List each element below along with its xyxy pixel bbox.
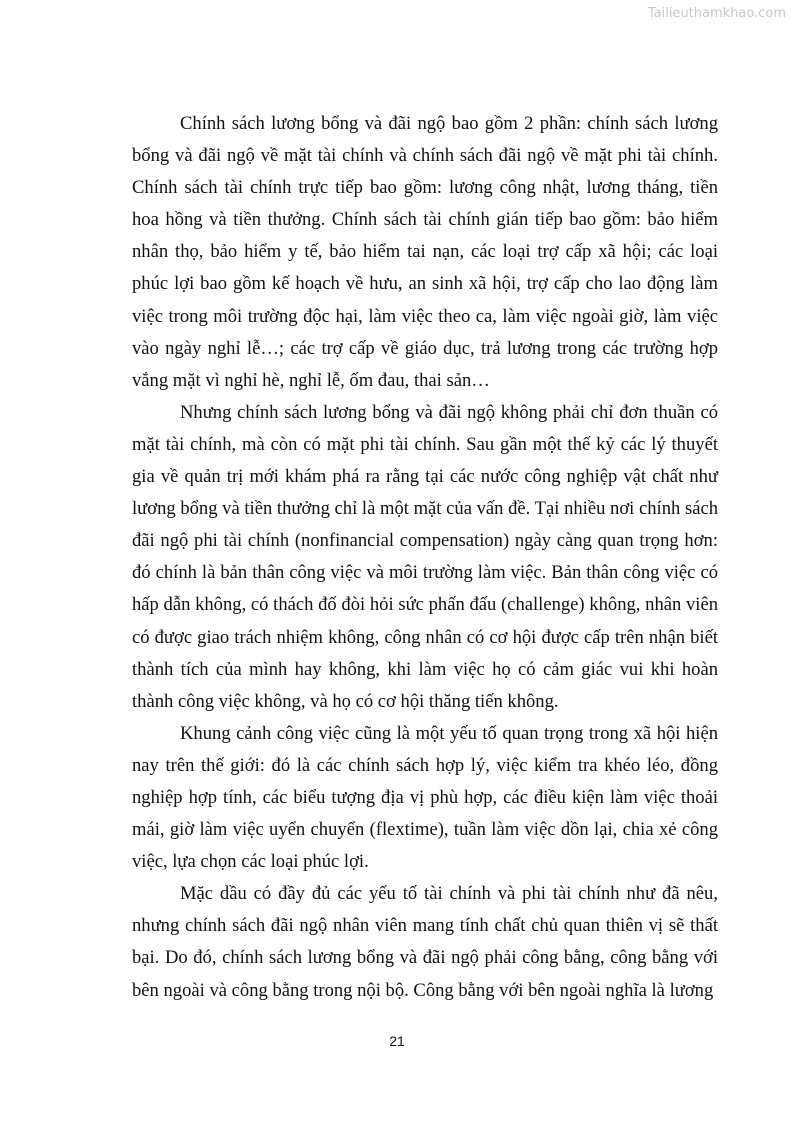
paragraph-4: Mặc dầu có đầy đủ các yếu tố tài chính và phi tài chính như đã nêu, nhưng chính sách đãi ngộ nhân viên mang tính chất chủ quan thiên vị sẽ thất bại. Do đó, chính sách lương bổng và đãi ngộ phải công bằng, công bằng với bên ngoài và công bằng trong nội bộ. Công bằng với bên ngoài nghĩa là lương [132, 883, 718, 1001]
document-body [132, 108, 718, 1007]
watermark-text: Tailieuthamkhao.com [647, 6, 786, 21]
paragraph-2: Nhưng chính sách lương bổng và đãi ngộ không phải chỉ đơn thuần có mặt tài chính, mà còn có mặt phi tài chính. Sau gần một thế kỷ các lý thuyết gia về quản trị mới khám phá ra rằng tại các nước công nghiệp vật chất như lương bổng và tiền thưởng chỉ là một mặt của vấn đề. Tại nhiều nơi chính sách đãi ngộ phi tài chính (nonfinancial compensation) ngày càng quan trọng hơn: đó chính là bản thân công việc và môi trường làm việc. Bản thân công việc có hấp dẫn không, có thách đố đòi hỏi sức phấn đấu (challenge) không, nhân viên có được giao trách nhiệm không, công nhân có cơ hội được cấp trên nhận biết thành tích của mình hay không, khi làm việc họ có cảm giác vui khi hoàn thành công việc không, và họ có cơ hội thăng tiến không. [132, 401, 718, 712]
page-number: 21 [389, 1033, 405, 1049]
paragraph-1: Chính sách lương bổng và đãi ngộ bao gồm 2 phần: chính sách lương bổng và đãi ngộ về mặt tài chính và chính sách đãi ngộ về mặt phi tài chính. Chính sách tài chính trực tiếp bao gồm: lương công nhật, lương tháng, tiền hoa hồng và tiền thưởng. Chính sách tài chính gián tiếp bao gồm: bảo hiểm nhân thọ, bảo hiểm y tế, bảo hiểm tai nạn, các loại trợ cấp xã hội; các loại phúc lợi bao gồm kế hoạch về hưu, an sinh xã hội, trợ cấp cho lao động làm việc trong môi trường độc hại, làm việc theo ca, làm việc ngoài giờ, làm việc vào ngày nghỉ lễ…; các trợ cấp về giáo dục, trả lương trong các trường hợp vắng mặt vì nghỉ hè, nghỉ lễ, ốm đau, thai sản… [132, 113, 718, 391]
paragraph-3: Khung cảnh công việc cũng là một yếu tố quan trọng trong xã hội hiện nay trên thế giới: đó là các chính sách hợp lý, việc kiểm tra khéo léo, đồng nghiệp hợp tính, các biểu tượng địa vị phù hợp, các điều kiện làm việc thoải mái, giờ làm việc uyển chuyển (flextime), tuần làm việc dồn lại, chia xẻ công việc, lựa chọn các loại phúc lợi. [132, 722, 718, 873]
